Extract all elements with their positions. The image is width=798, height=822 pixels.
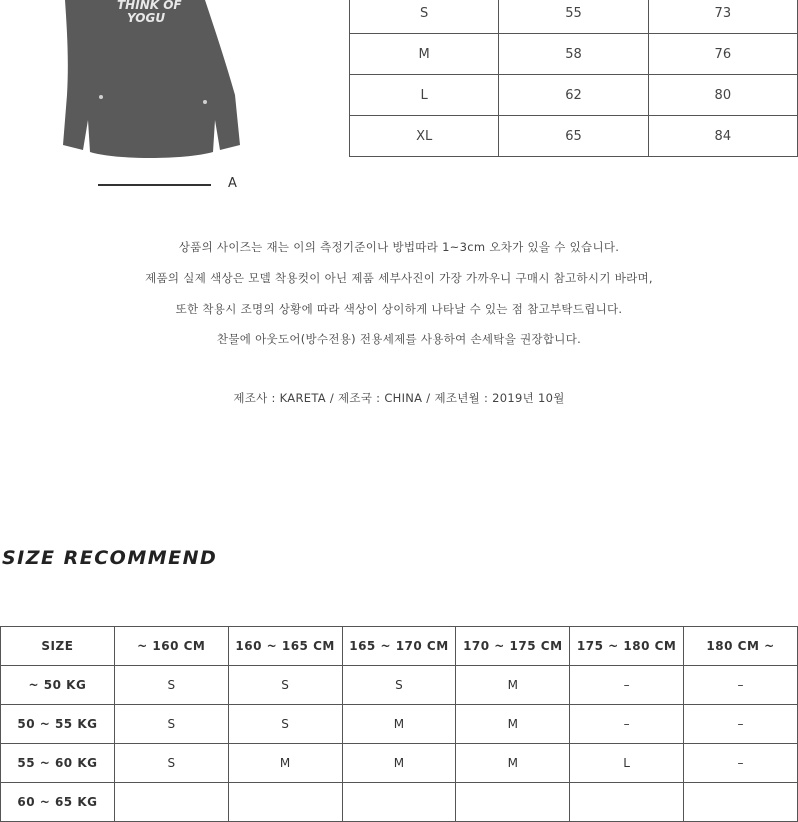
recommend-size-cell — [228, 783, 342, 822]
recommend-size-cell: S — [228, 705, 342, 744]
recommend-header-height: 170 ~ 175 CM — [456, 627, 570, 666]
measure-value-cell: 55 — [499, 0, 648, 34]
size-measure-table — [349, 0, 798, 157]
recommend-size-cell: M — [456, 705, 570, 744]
width-measure-line — [98, 184, 211, 186]
size-recommend-table — [0, 626, 798, 822]
manufacturer-info: 제조사 : KARETA / 제조국 : CHINA / 제조년월 : 2019년 10월 — [233, 391, 565, 405]
hoodie-print-line2: YOGU — [127, 11, 166, 25]
measure-size-cell: M — [350, 34, 499, 75]
measure-value-cell: 76 — [648, 34, 797, 75]
measure-row — [350, 75, 798, 116]
measure-size-cell: S — [350, 0, 499, 34]
measure-size-cell: XL — [350, 116, 499, 157]
recommend-weight-cell: 60 ~ 65 KG — [1, 783, 115, 822]
recommend-header-height: 180 CM ~ — [684, 627, 798, 666]
note-line-1: 상품의 사이즈는 재는 이의 측정기준이나 방법따라 1~3cm 오차가 있을 수 있습니다. — [178, 240, 620, 254]
recommend-size-cell: S — [114, 744, 228, 783]
recommend-size-cell: S — [114, 666, 228, 705]
recommend-size-cell: – — [684, 705, 798, 744]
recommend-row — [1, 666, 798, 705]
recommend-header-size: SIZE — [1, 627, 115, 666]
measure-value-cell: 62 — [499, 75, 648, 116]
recommend-size-cell: – — [684, 666, 798, 705]
recommend-size-cell: – — [570, 705, 684, 744]
measure-value-cell: 84 — [648, 116, 797, 157]
recommend-size-cell: M — [228, 744, 342, 783]
measure-row — [350, 34, 798, 75]
recommend-size-cell: L — [570, 744, 684, 783]
recommend-row — [1, 783, 798, 822]
recommend-weight-cell: ~ 50 KG — [1, 666, 115, 705]
hoodie-button-right — [203, 100, 207, 104]
recommend-size-cell: S — [228, 666, 342, 705]
recommend-size-cell: – — [570, 666, 684, 705]
recommend-size-cell: M — [456, 666, 570, 705]
hoodie-illustration — [55, 0, 255, 165]
recommend-size-cell — [684, 783, 798, 822]
note-line-4: 찬물에 아웃도어(방수전용) 전용세제를 사용하여 손세탁을 권장합니다. — [216, 332, 582, 346]
recommend-size-cell — [342, 783, 456, 822]
measure-value-cell: 65 — [499, 116, 648, 157]
measure-value-cell: 73 — [648, 0, 797, 34]
measure-value-cell: 58 — [499, 34, 648, 75]
recommend-header-height: ~ 160 CM — [114, 627, 228, 666]
size-recommend-title: SIZE RECOMMEND — [2, 547, 218, 569]
measure-size-cell: L — [350, 75, 499, 116]
recommend-row — [1, 705, 798, 744]
recommend-header-height: 175 ~ 180 CM — [570, 627, 684, 666]
recommend-size-cell — [114, 783, 228, 822]
recommend-size-cell: M — [342, 744, 456, 783]
recommend-header-height: 160 ~ 165 CM — [228, 627, 342, 666]
width-measure-label: A — [228, 176, 237, 191]
recommend-weight-cell: 50 ~ 55 KG — [1, 705, 115, 744]
recommend-size-cell — [456, 783, 570, 822]
recommend-size-cell: M — [342, 705, 456, 744]
note-line-2: 제품의 실제 색상은 모델 착용컷이 아닌 제품 세부사진이 가장 가까우니 구매시 참고하시기 바라며, — [145, 271, 653, 285]
recommend-header-height: 165 ~ 170 CM — [342, 627, 456, 666]
measure-value-cell: 80 — [648, 75, 797, 116]
measure-row — [350, 0, 798, 34]
hoodie-print-line1: THINK OF — [117, 0, 182, 12]
recommend-size-cell — [570, 783, 684, 822]
measure-row — [350, 116, 798, 157]
recommend-weight-cell: 55 ~ 60 KG — [1, 744, 115, 783]
recommend-size-cell: – — [684, 744, 798, 783]
note-line-3: 또한 착용시 조명의 상황에 따라 색상이 상이하게 나타날 수 있는 점 참고부탁드립니다. — [175, 302, 623, 316]
recommend-row — [1, 744, 798, 783]
recommend-size-cell: S — [342, 666, 456, 705]
hoodie-button-left — [99, 95, 103, 99]
recommend-size-cell: M — [456, 744, 570, 783]
recommend-size-cell: S — [114, 705, 228, 744]
